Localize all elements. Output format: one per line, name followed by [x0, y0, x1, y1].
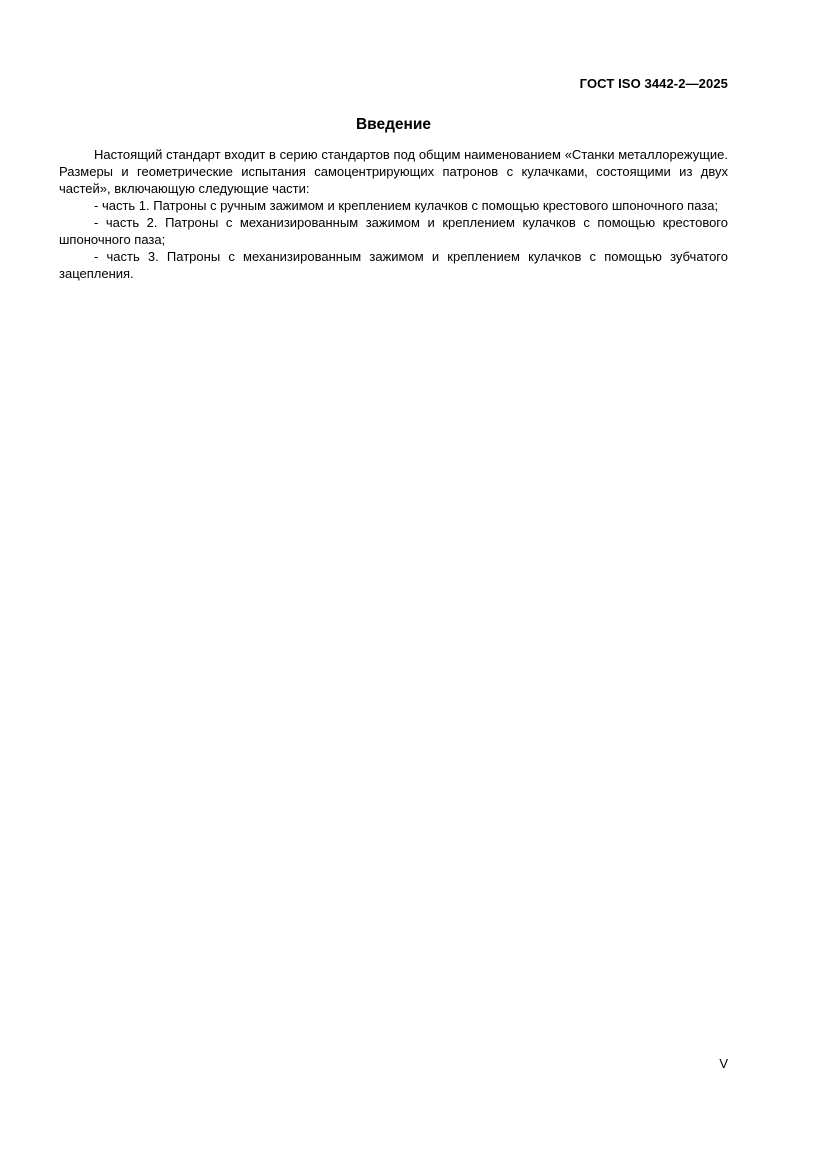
list-item-part-1: - часть 1. Патроны с ручным зажимом и креплением кулачков с помощью крестового шпоночного паза;: [94, 198, 719, 213]
list-item-part-2: - часть 2. Патроны с механизированным зажимом и креплением кулачков с помощью крестового шпоночного паза;: [59, 215, 728, 247]
list-item-part-3: - часть 3. Патроны с механизированным зажимом и креплением кулачков с помощью зубчатого зацепления.: [59, 249, 728, 281]
section-body: [59, 146, 728, 282]
intro-paragraph: Настоящий стандарт входит в серию стандартов под общим наименованием «Станки металлорежущие. Размеры и геометрические испытания самоцентрирующих патронов с кулачками, состоящими из двух частей», включающую следующие части:: [59, 147, 728, 196]
section-title: Введение: [355, 116, 432, 133]
page-number: V: [719, 1056, 728, 1071]
document-code: ГОСТ ISO 3442-2—2025: [579, 76, 728, 91]
